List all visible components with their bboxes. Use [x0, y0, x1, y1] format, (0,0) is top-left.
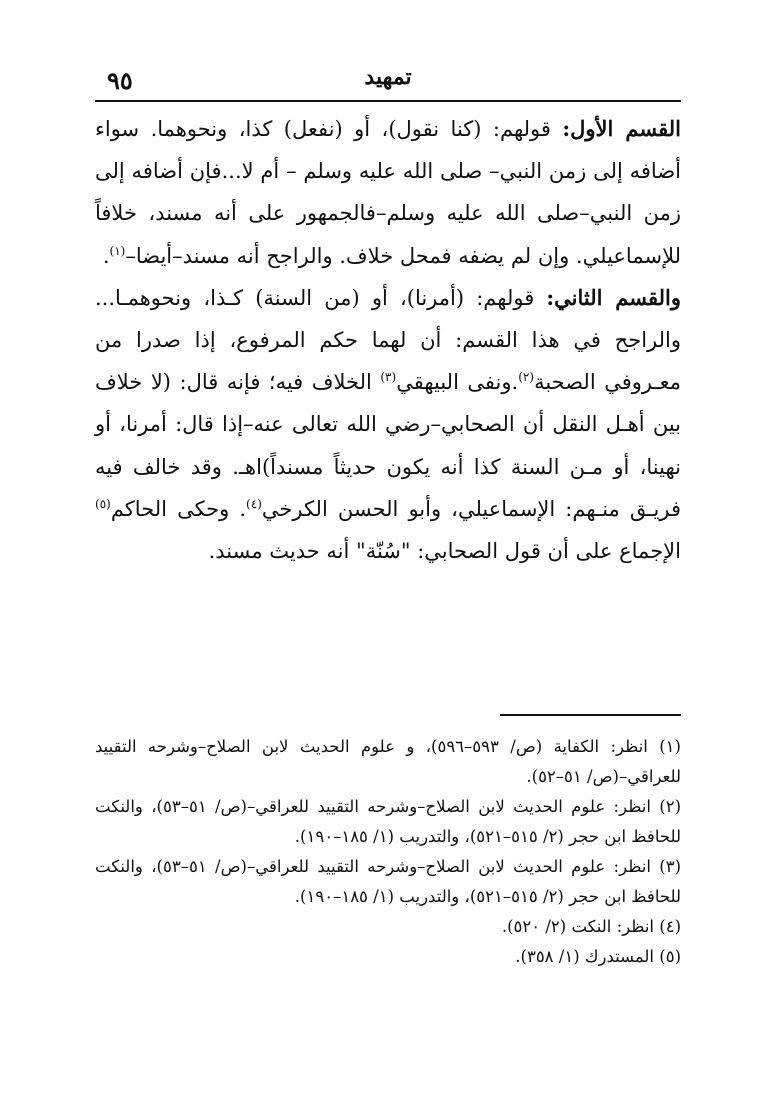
- paragraph-text: . وحكى الحاكم: [110, 496, 247, 521]
- page-header: [95, 62, 681, 96]
- paragraph-first-section: [95, 108, 681, 277]
- footnote-item: (٢) انظر: علوم الحديث لابن الصلاح–وشرحه التقييد للعراقي–(ص/ ٥١–٥٣)، والنكت للحافظ ابن حجر (٢/ ٥١٥–٥٢١)، والتدريب (١/ ١٨٥–١٩٠).: [95, 797, 681, 846]
- footnote-item: (٤) انظر: النكت (٢/ ٥٢٠).: [501, 917, 681, 936]
- page-number: ٩٥: [107, 66, 133, 95]
- running-title: تمهيد: [364, 64, 412, 90]
- paragraph-text: الإجماع على أن قول الصحابي: "سُنّة" أنه حديث مسند.: [208, 539, 681, 564]
- footnote-item: (٣) انظر: علوم الحديث لابن الصلاح–وشرحه التقييد للعراقي–(ص/ ٥١–٥٣)، والنكت للحافظ ابن حجر (٢/ ٥١٥–٥٢١)، والتدريب (١/ ١٨٥–١٩٠).: [95, 857, 681, 906]
- main-text: [95, 108, 681, 572]
- paragraph-second-section: [95, 277, 681, 572]
- footnote-ref[interactable]: (١): [109, 243, 126, 258]
- footnote-ref[interactable]: (٣): [380, 370, 397, 385]
- section-heading-first: القسم الأول:: [562, 116, 682, 141]
- footnote-item: (١) انظر: الكفاية (ص/ ٥٩٣–٥٩٦)، و علوم الحديث لابن الصلاح–وشرحه التقييد للعراقي–(ص/ ٥١–٥٢).: [95, 737, 681, 786]
- section-heading-second: والقسم الثاني:: [546, 284, 681, 310]
- paragraph-text: قولهم: (أمرنا)، أو (من السنة) كـذا، ونحوهمـا... والراجح في هذا القسم: أن لهما حكم المرفوع، إذا صدرا من معـروفي الصحبة: [95, 285, 681, 395]
- paragraph-text: الخلاف فيه؛ فإنه قال: (لا خلاف بين أهـل النقل أن الصحابي–رضي الله تعالى عنه–إذا قال: أمرنا، أو نهينا، أو مـن السنة كذا أنه يكون حديثاً مسنداً)اهـ. وقد خالف فيه فريـق منـهم: الإسماعيلي، وأبو الحسن الكرخي: [95, 370, 681, 521]
- paragraph-text: .ونفى البيهقي: [396, 370, 519, 395]
- footnote-item: (٥) المستدرك (١/ ٣٥٨).: [515, 947, 681, 966]
- footnote-ref[interactable]: (٥): [95, 496, 111, 511]
- paragraph-text: .: [102, 243, 110, 268]
- footnote-ref[interactable]: (٢): [518, 370, 535, 385]
- footnote-rule: [500, 714, 681, 716]
- footnotes: [95, 732, 681, 972]
- paragraph-text: قولهم: (كنا نقول)، أو (نفعل) كذا، ونحوهما. سواء أضافه إلى زمن النبي– صلى الله عليه وسلم – أم لا...فإن أضافه إلى زمن النبي–صلى الله عليه وسلم–فالجمهور على أنه مسند، خلافاً للإسماعيلي. وإن لم يضفه فمحل خلاف. والراجح أنه مسند–أيضا–: [95, 117, 681, 268]
- header-rule: [95, 100, 681, 102]
- footnote-ref[interactable]: (٤): [246, 496, 262, 511]
